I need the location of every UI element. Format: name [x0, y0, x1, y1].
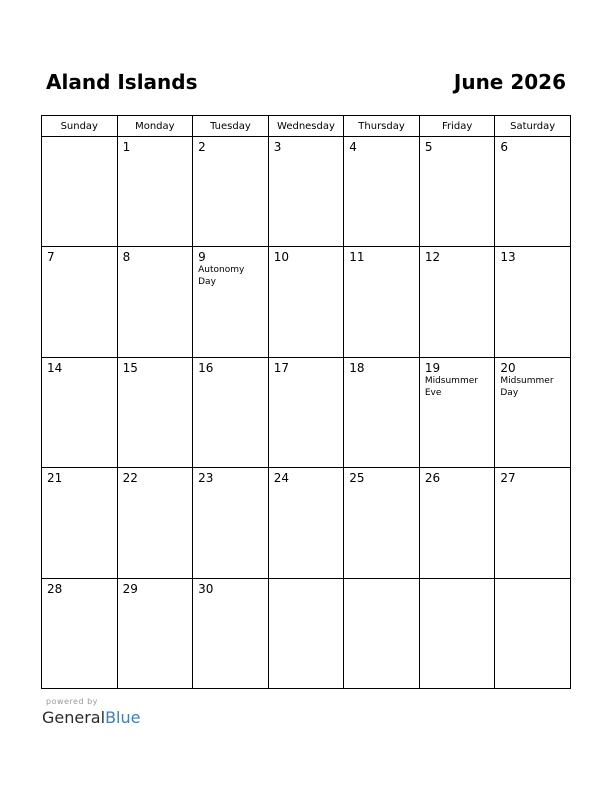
- day-number: 18: [349, 360, 365, 375]
- day-number: 6: [500, 140, 509, 154]
- day-number: 13: [500, 250, 516, 265]
- logo-general-text: General: [42, 708, 106, 727]
- weekday-header: Sunday: [42, 116, 118, 137]
- day-number: 25: [349, 471, 365, 486]
- weekday-header: Friday: [419, 116, 495, 137]
- holiday-label: Midsummer: [500, 375, 554, 386]
- holiday-label: Day: [198, 277, 216, 288]
- day-cell: [193, 578, 269, 688]
- day-cell: [268, 357, 344, 467]
- day-cell: [193, 137, 269, 247]
- day-cell: [42, 247, 118, 357]
- day-cell: [193, 247, 269, 357]
- powered-by-text: powered by: [46, 697, 98, 706]
- day-cell: [42, 468, 118, 578]
- generalblue-logo: [42, 708, 140, 727]
- day-number: 29: [122, 581, 138, 596]
- weekday-header: Monday: [117, 116, 193, 137]
- day-number: [420, 579, 495, 582]
- day-cell: [42, 137, 118, 247]
- day-cell: [117, 578, 193, 688]
- logo-blue-text: Blue: [105, 708, 141, 727]
- month-calendar-grid: [41, 115, 571, 689]
- day-number: 21: [47, 471, 63, 486]
- day-cell: [344, 247, 420, 357]
- day-number: 5: [424, 140, 433, 154]
- week-row: [42, 357, 571, 467]
- day-number: [495, 579, 570, 582]
- day-cell: [268, 468, 344, 578]
- day-number: 22: [122, 471, 138, 486]
- day-number: 7: [47, 250, 55, 265]
- day-number: [269, 579, 344, 582]
- week-row: [42, 137, 571, 247]
- day-number: 11: [349, 250, 365, 265]
- day-cell: [419, 357, 495, 467]
- day-number: 17: [273, 360, 289, 375]
- day-cell: [42, 578, 118, 688]
- weekday-header: Wednesday: [268, 116, 344, 137]
- day-cell: [495, 247, 571, 357]
- day-cell: [419, 578, 495, 688]
- weekday-header-row: [42, 116, 571, 137]
- day-number: 16: [198, 360, 214, 375]
- day-number: 23: [198, 471, 214, 486]
- day-cell: [117, 357, 193, 467]
- day-number: 20: [500, 360, 516, 375]
- day-cell: [344, 578, 420, 688]
- day-cell: [268, 578, 344, 688]
- calendar-region-title: Aland Islands: [46, 70, 198, 94]
- day-number: 9: [198, 250, 206, 265]
- week-row: [42, 468, 571, 578]
- day-cell: [117, 468, 193, 578]
- day-cell: [495, 578, 571, 688]
- day-number: 19: [424, 360, 441, 375]
- day-cell: [419, 247, 495, 357]
- weekday-header: Thursday: [344, 116, 420, 137]
- day-cell: [495, 137, 571, 247]
- week-row: [42, 247, 571, 357]
- day-cell: [495, 468, 571, 578]
- day-number: [344, 579, 419, 582]
- day-cell: [344, 137, 420, 247]
- day-cell: [419, 137, 495, 247]
- day-cell: [268, 137, 344, 247]
- day-number: 8: [122, 250, 131, 265]
- day-number: 28: [47, 581, 63, 596]
- day-number: 27: [500, 471, 516, 486]
- day-cell: [117, 137, 193, 247]
- day-number: 26: [424, 471, 441, 486]
- day-number: 1: [122, 140, 131, 154]
- week-row: [42, 578, 571, 688]
- weekday-header: Saturday: [495, 116, 571, 137]
- holiday-label: Day: [500, 387, 519, 398]
- day-cell: [495, 357, 571, 467]
- day-number: 3: [273, 140, 282, 154]
- holiday-label: Midsummer: [424, 375, 478, 386]
- day-number: 12: [424, 250, 441, 265]
- day-number: 4: [349, 140, 357, 154]
- holiday-label: Eve: [424, 387, 442, 398]
- calendar-month-title: June 2026: [453, 70, 566, 94]
- day-number: 15: [122, 360, 138, 375]
- day-cell: [117, 247, 193, 357]
- day-cell: [268, 247, 344, 357]
- day-cell: [419, 468, 495, 578]
- day-cell: [344, 357, 420, 467]
- day-number: 2: [198, 140, 206, 154]
- day-number: 30: [198, 581, 214, 596]
- day-cell: [42, 357, 118, 467]
- day-cell: [193, 357, 269, 467]
- day-number: 14: [47, 360, 63, 375]
- holiday-label: Autonomy: [198, 265, 245, 276]
- day-cell: [344, 468, 420, 578]
- day-cell: [193, 468, 269, 578]
- day-number: 24: [273, 471, 289, 486]
- day-number: 10: [273, 250, 289, 265]
- footer-branding: [42, 697, 140, 727]
- day-number: [42, 137, 117, 140]
- weekday-header: Tuesday: [193, 116, 269, 137]
